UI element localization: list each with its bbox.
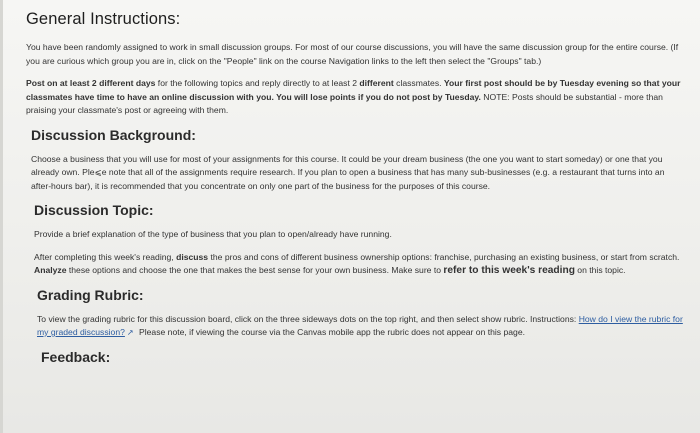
topic-paragraph-2 [34, 251, 686, 278]
general-paragraph-2 [26, 77, 686, 118]
rubric-paragraph [37, 313, 686, 340]
note-text: NOTE: Posts should be substantial - more than praising your classmate's post or agreeing with them. [26, 91, 663, 115]
discussion-topic-heading: Discussion Topic: [34, 202, 154, 218]
rubric-help-link[interactable]: How do I view the rubric for my graded discussion? [37, 313, 683, 337]
rubric-text-b: Please note, if viewing the course via the Canvas mobile app the rubric does not appear on this page. [136, 327, 525, 337]
analyze-text: Analyze [34, 265, 67, 275]
grading-rubric-heading: Grading Rubric: [37, 286, 144, 303]
first-post-deadline-text: Your first post should be by Tuesday evening so that your classmates have time to have an online discussion with you. You will lose points if you do not post by Tuesday. [26, 78, 681, 102]
post-days-text: Post on at least 2 different days [26, 78, 156, 88]
topic-p2-g: on this topic. [574, 265, 626, 275]
discussion-background-heading: Discussion Background: [31, 126, 196, 143]
topic-p2-e: these options and choose the one that makes the best sense for your own business. Make sure to [66, 265, 444, 275]
discussion-topic-section [26, 202, 686, 278]
feedback-heading: Feedback: [41, 348, 111, 365]
discuss-text: discuss [176, 251, 209, 262]
general-instructions-section [26, 10, 686, 118]
external-link-icon[interactable]: ↗ [126, 328, 134, 337]
grading-rubric-section [26, 287, 686, 340]
topic-paragraph-1: Provide a brief explanation of the type of business that you plan to open/already have running. [34, 229, 392, 239]
left-border [0, 0, 3, 433]
rubric-text-a: To view the grading rubric for this discussion board, click on the three sideways dots on the top right, and then select show rubric. Instructions: [37, 313, 579, 324]
different-text: different [359, 78, 394, 88]
feedback-section [26, 349, 686, 365]
classmates-text: classmates. [393, 78, 444, 88]
background-paragraph: Choose a business that you will use for most of your assignments for this course. It could be your dream business (the one you want to start someday) or one that you already own. Ple⩽e note that all of the assignments require research. If you plan to open a business that has many sub-businesses (e.g. a restaurant that turns into an after-hours bar), it is recommended that you concentrate on only one part of the business for the purposes of this course. [31, 153, 665, 191]
general-instructions-heading: General Instructions: [26, 10, 181, 28]
refer-reading-text: refer to this week's reading [443, 265, 575, 276]
topic-p2-a: After completing this week's reading, [34, 251, 177, 262]
topic-p2-c: the pros and cons of different business ownership options: franchise, purchasing an existing business, or start from scratch. [208, 251, 680, 262]
general-paragraph-1: You have been randomly assigned to work in small discussion groups. For most of our course discussions, you will have the same discussion group for the entire course. (If you are curious which group you are in, click on the "People" link on the course Navigation links to the left then select the "Groups" tab.) [26, 42, 679, 66]
reply-text: for the following topics and reply directly to at least 2 [155, 78, 360, 88]
discussion-background-section [26, 127, 686, 194]
